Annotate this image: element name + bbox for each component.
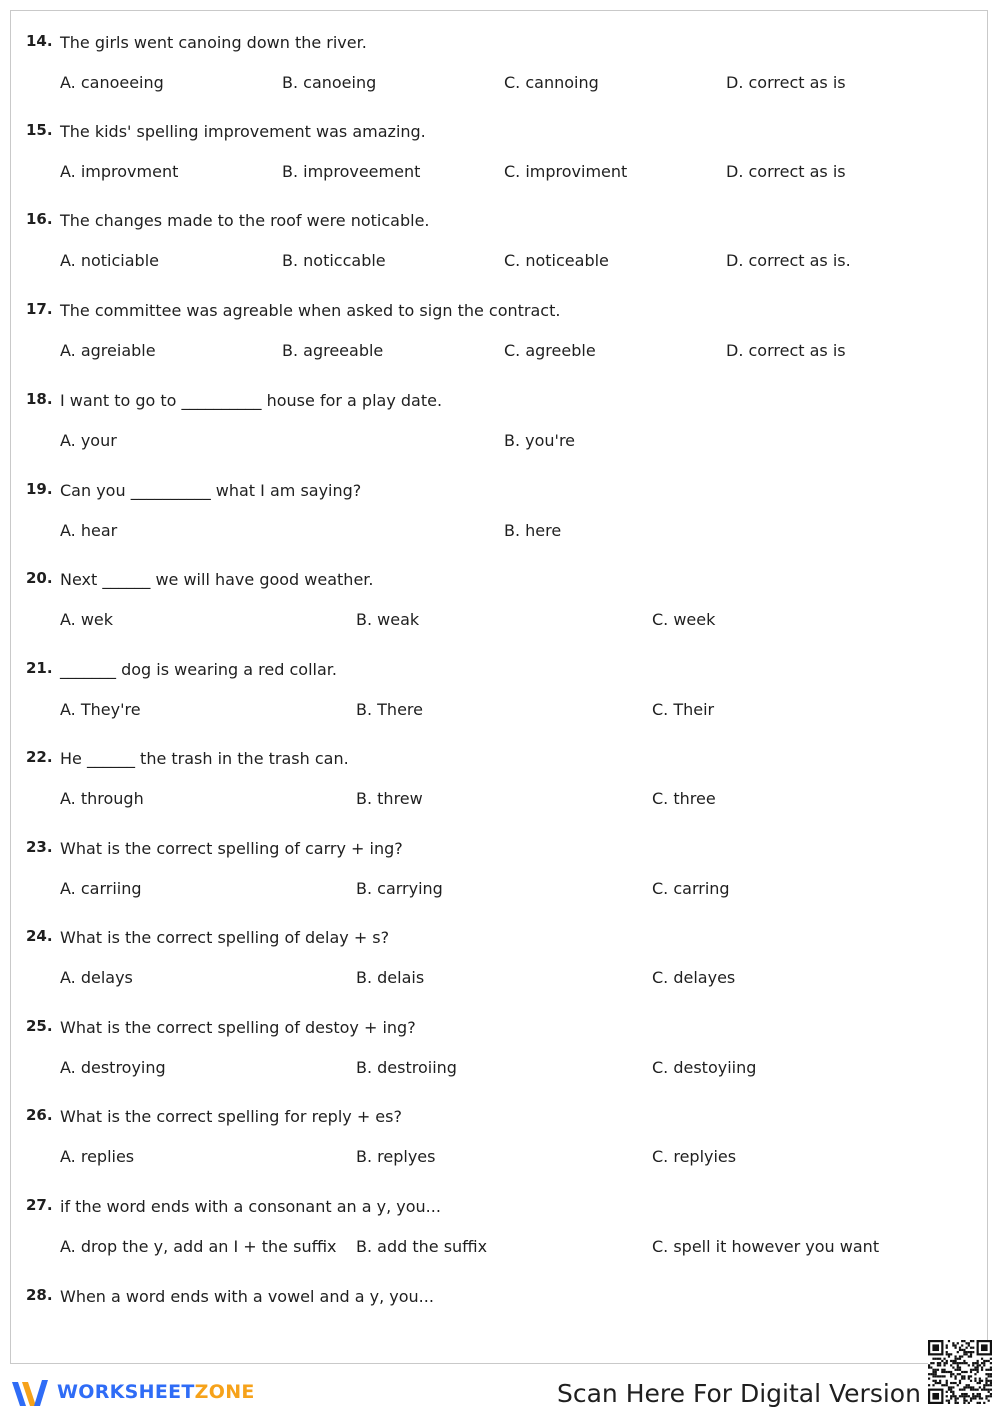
question-item [26,1196,966,1258]
scan-here-text: Scan Here For Digital Version [557,1379,921,1408]
question-text: When a word ends with a vowel and a y, you... [60,1287,434,1306]
answer-option[interactable]: C. Their [652,700,715,719]
question-text: The changes made to the roof were noticable. [60,211,430,230]
question-line [26,121,966,143]
question-text: I want to go to __________ house for a play date. [60,391,443,410]
answer-options [26,699,966,721]
answer-option[interactable]: B. canoeing [282,73,377,92]
answer-option[interactable]: B. noticcable [282,251,386,270]
answer-options [26,967,966,989]
brand-name [57,1380,255,1404]
qr-code-icon[interactable] [928,1340,992,1404]
answer-option[interactable]: A. destroying [60,1058,166,1077]
question-item [26,210,966,272]
answer-option[interactable]: B. threw [356,789,423,808]
question-item [26,838,966,900]
question-line [26,210,966,232]
answer-option[interactable]: C. carring [652,879,730,898]
answer-option[interactable]: C. agreeble [504,341,596,360]
worksheetzone-logo-icon [10,1376,50,1410]
question-number: 18. [26,390,53,408]
question-line [26,32,966,54]
question-item [26,1017,966,1079]
question-text: _______ dog is wearing a red collar. [60,660,337,679]
answer-option[interactable]: B. carrying [356,879,443,898]
question-item [26,300,966,362]
question-line [26,927,966,949]
question-text: He ______ the trash in the trash can. [60,749,349,768]
answer-option[interactable]: A. They're [60,700,141,719]
answer-option[interactable]: A. hear [60,521,118,540]
answer-options [26,430,966,452]
question-number: 20. [26,569,53,587]
question-text: What is the correct spelling of carry + ing? [60,839,403,858]
question-number: 15. [26,121,53,139]
question-item [26,480,966,542]
question-line [26,1286,966,1308]
question-line [26,480,966,502]
answer-options [26,1146,966,1168]
answer-option[interactable]: D. correct as is [726,162,846,181]
answer-option[interactable]: C. delayes [652,968,736,987]
question-item [26,659,966,721]
question-text: Can you __________ what I am saying? [60,481,362,500]
answer-option[interactable]: A. carriing [60,879,142,898]
question-number: 14. [26,32,53,50]
answer-options [26,340,966,362]
answer-option[interactable]: C. improviment [504,162,628,181]
question-item [26,569,966,631]
answer-option[interactable]: B. replyes [356,1147,436,1166]
question-text: The committee was agreable when asked to sign the contract. [60,301,561,320]
brand-part-zone: ZONE [194,1381,255,1403]
question-number: 27. [26,1196,53,1214]
answer-option[interactable]: D. correct as is [726,73,846,92]
answer-options [26,72,966,94]
answer-option[interactable]: A. delays [60,968,133,987]
question-text: The kids' spelling improvement was amazing. [60,122,426,141]
answer-option[interactable]: C. cannoing [504,73,599,92]
answer-option[interactable]: C. destoyiing [652,1058,757,1077]
question-item [26,390,966,452]
question-text: What is the correct spelling of delay + s? [60,928,390,947]
answer-options [26,1236,966,1258]
answer-option[interactable]: A. improvment [60,162,179,181]
question-number: 23. [26,838,53,856]
answer-option[interactable]: C. week [652,610,716,629]
question-line [26,1196,966,1218]
question-number: 21. [26,659,53,677]
question-line [26,659,966,681]
answer-option[interactable]: A. through [60,789,144,808]
answer-options [26,878,966,900]
question-number: 19. [26,480,53,498]
answer-option[interactable]: D. correct as is. [726,251,851,270]
answer-option[interactable]: A. agreiable [60,341,156,360]
answer-options [26,1057,966,1079]
answer-option[interactable]: C. spell it however you want [652,1237,880,1256]
question-line [26,390,966,412]
question-item [26,927,966,989]
question-item [26,32,966,94]
answer-option[interactable]: A. noticiable [60,251,159,270]
answer-options [26,250,966,272]
question-item [26,121,966,183]
question-text: The girls went canoing down the river. [60,33,367,52]
question-number: 22. [26,748,53,766]
question-line [26,1017,966,1039]
answer-option[interactable]: A. your [60,431,117,450]
answer-option[interactable]: B. agreeable [282,341,384,360]
question-number: 16. [26,210,53,228]
question-number: 17. [26,300,53,318]
answer-option[interactable]: A. wek [60,610,114,629]
question-text: What is the correct spelling of destoy + ing? [60,1018,416,1037]
question-line [26,569,966,591]
answer-option[interactable]: B. weak [356,610,420,629]
answer-option[interactable]: B. destroiing [356,1058,457,1077]
question-item [26,748,966,810]
question-item [26,1106,966,1168]
footer [0,1370,1000,1414]
brand-part-worksheet: WORKSHEET [57,1381,195,1403]
answer-option[interactable]: B. There [356,700,423,719]
question-line [26,838,966,860]
answer-option[interactable]: A. drop the y, add an I + the suffix [60,1237,337,1256]
answer-options [26,609,966,631]
answer-option[interactable]: D. correct as is [726,341,846,360]
answer-option[interactable]: C. noticeable [504,251,609,270]
question-line [26,300,966,322]
question-number: 25. [26,1017,53,1035]
answer-options [26,520,966,542]
question-line [26,748,966,770]
answer-options [26,788,966,810]
question-text: What is the correct spelling for reply + es? [60,1107,402,1126]
question-text: Next ______ we will have good weather. [60,570,374,589]
answer-options [26,161,966,183]
answer-option[interactable]: B. here [504,521,562,540]
answer-option[interactable]: A. canoeeing [60,73,164,92]
answer-option[interactable]: C. replyies [652,1147,737,1166]
question-line [26,1106,966,1128]
question-number: 26. [26,1106,53,1124]
answer-option[interactable]: B. you're [504,431,576,450]
question-number: 24. [26,927,53,945]
answer-option[interactable]: C. three [652,789,716,808]
question-text: if the word ends with a consonant an a y, you... [60,1197,441,1216]
answer-option[interactable]: B. add the suffix [356,1237,488,1256]
answer-option[interactable]: B. delais [356,968,425,987]
question-number: 28. [26,1286,53,1304]
answer-option[interactable]: A. replies [60,1147,135,1166]
answer-option[interactable]: B. improveement [282,162,421,181]
question-item [26,1286,966,1308]
